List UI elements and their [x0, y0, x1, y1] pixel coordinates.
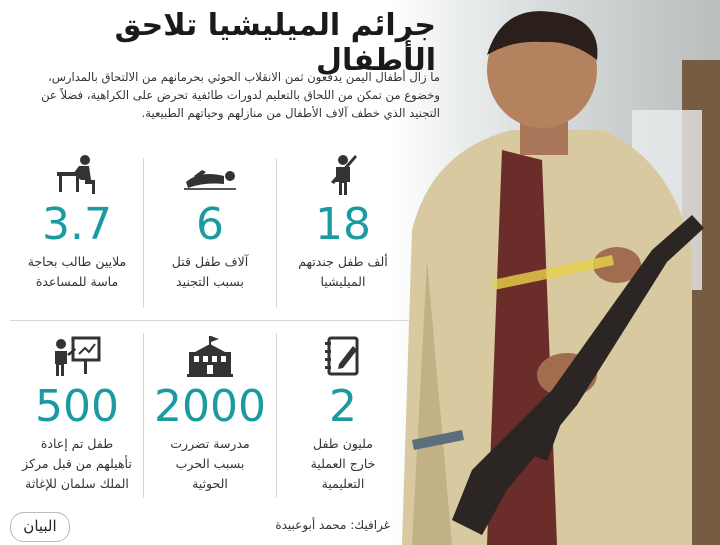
- graphic-credit: غرافيك: محمد أبوعبيدة: [275, 518, 390, 532]
- stat-label: آلاف طفل قتل بسبب التجنيد: [171, 254, 249, 289]
- body-on-ground-icon: [180, 152, 240, 196]
- stat-label: ملايين طالب بحاجة ماسة للمساعدة: [27, 254, 127, 289]
- footer: [10, 512, 390, 542]
- child-soldier-illustration: [392, 0, 720, 545]
- stat-label: مليون طفل خارج العملية التعليمية: [310, 436, 376, 491]
- notebook-pen-icon: [321, 334, 365, 378]
- stat-label: طفل تم إعادة تأهيلهم من قبل مركز الملك سلمان للإغاثة: [22, 436, 132, 491]
- stat-value: 3.7: [42, 199, 112, 250]
- student-at-desk-icon: [51, 152, 103, 196]
- headline: جرائم الميليشيا تلاحق الأطفال: [114, 8, 436, 78]
- stat-label: مدرسة تضررت بسبب الحرب الحوثية: [170, 436, 250, 491]
- intro-paragraph: ما زال أطفال اليمن يدفعون ثمن الانقلاب الحوثي بحرمانهم من الالتحاق بالمدارس، وخضوع من تمكن من اللحاق بالتعليم لدورات طائفية تحرض على الكراهية، فضلاً عن التجنيد الذي خطف آلاف الأطفال من منازلهم وحياتهم الطبيعية.: [41, 70, 440, 120]
- newspaper-logo: البيان: [10, 512, 70, 542]
- stat-children-killed: [145, 152, 275, 292]
- stat-damaged-schools: [145, 334, 275, 494]
- separator: [276, 333, 277, 498]
- separator: [143, 333, 144, 498]
- separator: [10, 320, 410, 321]
- soldier-with-rifle-icon: [321, 152, 365, 196]
- stat-label: ألف طفل جندتهم الميليشيا: [298, 254, 388, 289]
- stat-value: 6: [196, 199, 224, 250]
- stat-rehabilitated-children: [12, 334, 142, 494]
- child-soldier-photo: [392, 0, 720, 545]
- stat-value: 2: [329, 381, 357, 432]
- stat-recruited-children: [278, 152, 408, 292]
- stat-value: 18: [315, 199, 371, 250]
- stat-students-in-need: [12, 152, 142, 292]
- stat-value: 500: [35, 381, 119, 432]
- teacher-at-board-icon: [51, 334, 103, 378]
- stat-value: 2000: [154, 381, 266, 432]
- separator: [143, 158, 144, 308]
- separator: [276, 158, 277, 308]
- school-building-icon: [185, 334, 235, 378]
- stats-grid: [10, 148, 410, 508]
- stat-out-of-school: [278, 334, 408, 494]
